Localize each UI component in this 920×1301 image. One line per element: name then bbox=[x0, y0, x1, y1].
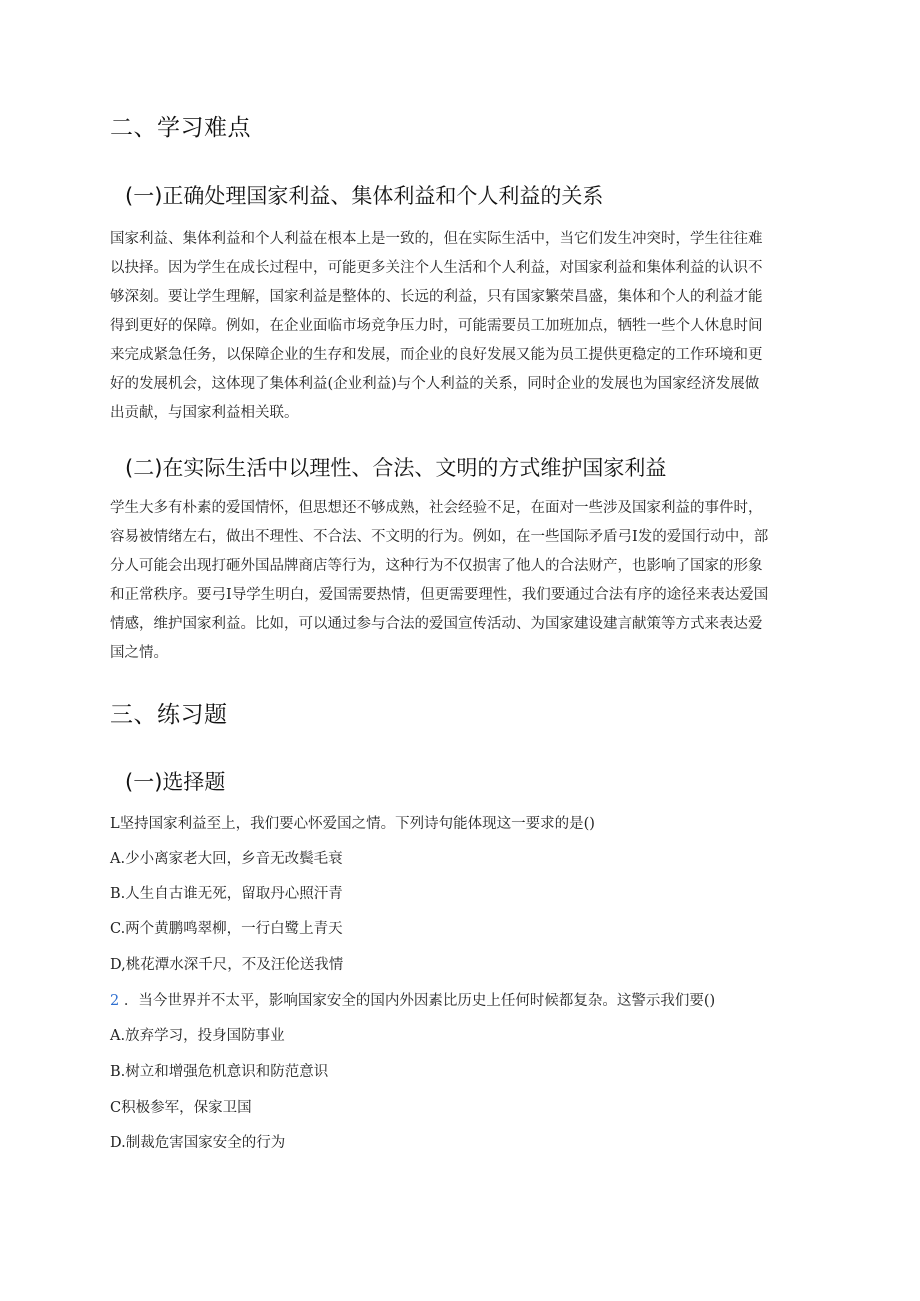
paragraph-line: 好的发展机会，这体现了集体利益(企业利益)与个人利益的关系，同时企业的发展也为国家经济发展做 bbox=[110, 376, 760, 392]
paragraph-line: 国家利益、集体利益和个人利益在根本上是一致的，但在实际生活中，当它们发生冲突时，学生往往难 bbox=[110, 231, 763, 247]
section-heading-difficulties: 二、学习难点 bbox=[110, 115, 251, 141]
paragraph-line: 和正常秩序。要弓I导学生明白，爱国需要热情，但更需要理性，我们要通过合法有序的途径来表达爱国 bbox=[110, 587, 769, 603]
subsection-heading-interests: (一)正确处理国家利益、集体利益和个人利益的关系 bbox=[125, 184, 604, 208]
paragraph-line: 分人可能会出现打砸外国品牌商店等行为，这种行为不仅损害了他人的合法财产，也影响了国家的形象 bbox=[110, 558, 763, 574]
paragraph-line: 来完成紧急任务，以保障企业的生存和发展，而企业的良好发展又能为员工提供更稳定的工作环境和更 bbox=[110, 347, 763, 363]
paragraph-line: 容易被情绪左右，做出不理性、不合法、不文明的行为。例如，在一些国际矛盾弓I发的爱国行动中，部 bbox=[110, 529, 769, 545]
paragraph-line: 情感，维护国家利益。比如，可以通过参与合法的爱国宣传活动、为国家建设建言献策等方式来表达爱 bbox=[110, 616, 763, 632]
paragraph-line: 够深刻。要让学生理解，国家利益是整体的、长远的利益，只有国家繁荣昌盛，集体和个人的利益才能 bbox=[110, 289, 763, 305]
question-1-option-d: D,桃花潭水深千尺，不及汪伦送我情 bbox=[110, 957, 344, 973]
subsection-heading-rational-patriotism: (二)在实际生活中以理性、合法、文明的方式维护国家利益 bbox=[125, 456, 667, 480]
paragraph-rational-patriotism bbox=[110, 494, 810, 668]
question-text: ．当今世界并不太平，影响国家安全的国内外因素比历史上任何时候都复杂。这警示我们要() bbox=[123, 993, 716, 1009]
question-number: 2 bbox=[110, 993, 120, 1009]
paragraph-line: 国之情。 bbox=[110, 645, 168, 661]
question-1-option-a: A.少小离家老大回，乡音无改鬓毛衰 bbox=[110, 851, 343, 867]
question-2-option-d: D.制裁危害国家安全的行为 bbox=[110, 1135, 286, 1151]
subsection-heading-multiple-choice: (一)选择题 bbox=[125, 770, 226, 794]
paragraph-line: 学生大多有朴素的爱国情怀，但思想还不够成熟，社会经验不足，在面对一些涉及国家利益的事件时， bbox=[110, 500, 763, 516]
paragraph-line: 以抉择。因为学生在成长过程中，可能更多关注个人生活和个人利益，对国家利益和集体利益的认识不 bbox=[110, 260, 763, 276]
section-heading-exercises: 三、练习题 bbox=[110, 702, 228, 728]
question-2-option-a: A.放弃学习，投身国防事业 bbox=[110, 1028, 285, 1044]
paragraph-interests bbox=[110, 225, 810, 428]
question-2-stem bbox=[110, 990, 715, 1012]
paragraph-line: 出贡献，与国家利益相关联。 bbox=[110, 405, 299, 421]
question-1-option-b: B.人生自古谁无死，留取丹心照汗青 bbox=[110, 886, 343, 902]
paragraph-line: 得到更好的保障。例如，在企业面临市场竞争压力时，可能需要员工加班加点，牺牲一些个人休息时间 bbox=[110, 318, 763, 334]
question-2-option-c: C积极参军，保家卫国 bbox=[110, 1100, 252, 1116]
question-1-option-c: C.两个黄鹏鸣翠柳，一行白鹭上青天 bbox=[110, 921, 343, 937]
question-1-stem: L坚持国家利益至上，我们要心怀爱国之情。下列诗句能体现这一要求的是() bbox=[110, 816, 595, 832]
question-2-option-b: B.树立和增强危机意识和防范意识 bbox=[110, 1064, 329, 1080]
